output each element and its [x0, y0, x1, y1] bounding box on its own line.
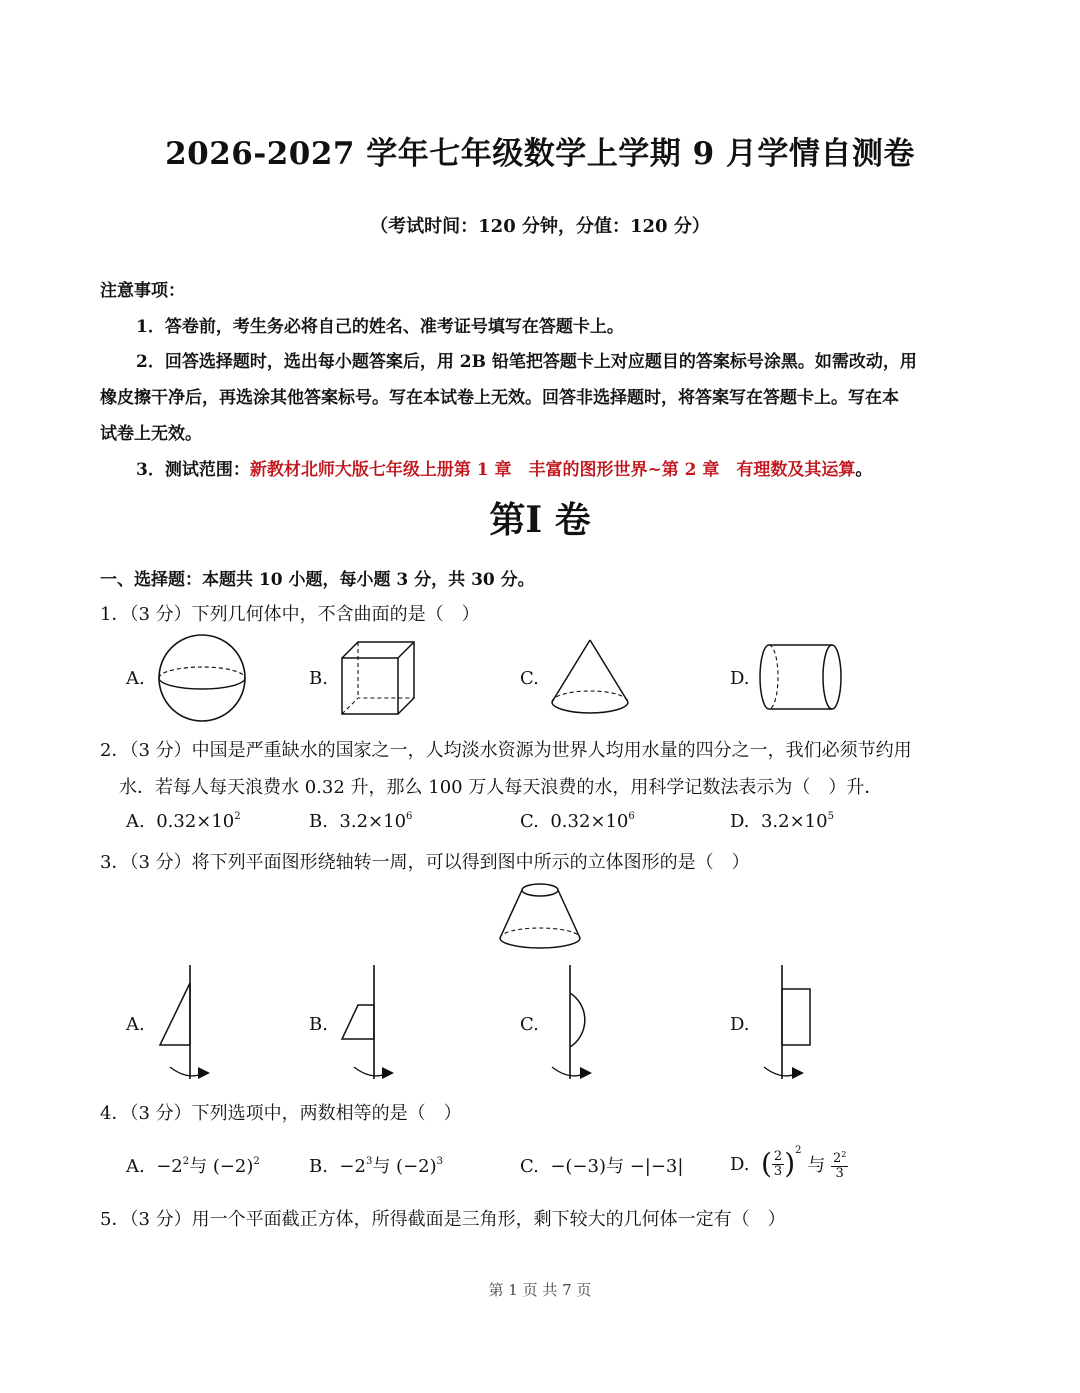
- volume-title: 第Ⅰ 卷: [489, 499, 591, 541]
- q4-option-a: [126, 1152, 260, 1178]
- question-3-stem: 3．（3 分）将下列平面图形绕轴转一周，可以得到图中所示的立体图形的是（ ）: [100, 852, 750, 873]
- question-5-stem: 5．（3 分）用一个平面截正方体，所得截面是三角形，剩下较大的几何体一定有（ ）: [100, 1209, 786, 1230]
- q4-option-c: [520, 1152, 683, 1178]
- q4-option-d-exponent: 2: [795, 1145, 802, 1156]
- q4-option-d-numerator: 2: [773, 1148, 783, 1164]
- q4-option-d: [730, 1141, 848, 1187]
- q4-option-b-exponent-2: 3: [436, 1156, 444, 1167]
- page-footer: 第 1 页 共 7 页: [488, 1281, 592, 1299]
- q2-option-a-base: 0.32×10: [156, 811, 235, 832]
- section-heading: 一、选择题：本题共 10 小题，每小题 3 分，共 30 分。: [100, 570, 535, 590]
- q2-option-d: [730, 811, 834, 832]
- q4-option-d-paren-close: ): [784, 1147, 796, 1180]
- q4-option-a-exponent-2: 2: [253, 1156, 260, 1167]
- q4-option-b: [309, 1152, 443, 1178]
- q4-option-c-label: C.: [520, 1156, 539, 1177]
- q2-option-b-exponent: 6: [406, 811, 413, 822]
- cone-icon: [550, 638, 630, 716]
- q2-option-c: [520, 811, 635, 832]
- q1-option-c-label: C.: [520, 668, 539, 689]
- question-4-stem: 4．（3 分）下列选项中，两数相等的是（ ）: [100, 1103, 462, 1124]
- page-title: 2026-2027 学年七年级数学上学期 9 月学情自测卷: [165, 136, 915, 172]
- q4-option-c-text: −(−3)与 −|−3|: [550, 1156, 684, 1177]
- test-scope: 新教材北师大版七年级上册第 1 章 丰富的图形世界~第 2 章 有理数及其运算: [249, 460, 856, 480]
- notice-item-3-prefix: 3．测试范围：: [136, 460, 250, 480]
- q4-option-d-fraction-1: [772, 1150, 784, 1179]
- cylinder-icon: [760, 643, 844, 713]
- q4-option-d-denominator-2: 3: [835, 1165, 844, 1181]
- q4-option-d-numerator-2: 2: [832, 1150, 842, 1166]
- q1-option-a-label: A.: [126, 668, 145, 689]
- q3-option-d-label: D.: [730, 1014, 750, 1035]
- notice-item-3-end: 。: [855, 460, 873, 480]
- q4-option-d-denominator: 3: [773, 1163, 783, 1179]
- q2-option-a-label: A.: [126, 811, 145, 832]
- question-1-stem: 1．（3 分）下列几何体中，不含曲面的是（ ）: [100, 604, 480, 625]
- notice-item-2-line-3: 试卷上无效。: [100, 424, 202, 444]
- frustum-icon: [498, 882, 582, 950]
- q2-option-b: [309, 811, 412, 832]
- question-2-stem-line-2: 水．若每人每天浪费水 0.32 升，那么 100 万人每天浪费的水，用科学记数法表示为（ ）升．: [119, 777, 883, 798]
- q2-option-b-label: B.: [309, 811, 328, 832]
- question-2-stem-line-1: 2．（3 分）中国是严重缺水的国家之一，人均淡水资源为世界人均用水量的四分之一，我们必须节约用: [100, 740, 912, 761]
- q4-option-d-middle: 与: [807, 1155, 826, 1176]
- notice-item-2-line-1: 2．回答选择题时，选出每小题答案后，用 2B 铅笔把答题卡上对应题目的答案标号涂黑。如需改动，用: [136, 352, 917, 372]
- q2-option-d-label: D.: [730, 811, 750, 832]
- exam-info: （考试时间：120 分钟，分值：120 分）: [370, 216, 710, 237]
- q2-option-c-base: 0.32×10: [550, 811, 629, 832]
- q4-option-b-label: B.: [309, 1156, 328, 1177]
- q4-option-a-middle: 与 (−2): [189, 1156, 254, 1177]
- triangle-axis-icon: [158, 963, 214, 1083]
- q3-option-a-label: A.: [126, 1014, 145, 1035]
- notice-item-2-line-2: 橡皮擦干净后，再选涂其他答案标号。写在本试卷上无效。回答非选择题时，将答案写在答题卡上。写在本: [100, 388, 899, 408]
- q4-option-b-exponent-1: 3: [365, 1156, 373, 1167]
- notice-item-3: [136, 455, 872, 480]
- q4-option-a-base: −2: [156, 1156, 183, 1177]
- q2-option-d-base: 3.2×10: [760, 811, 828, 832]
- semicircle-axis-icon: [548, 963, 610, 1083]
- q2-option-c-exponent: 6: [628, 811, 635, 822]
- q3-option-c-label: C.: [520, 1014, 539, 1035]
- rectangle-axis-icon: [762, 963, 818, 1083]
- q1-option-b-label: B.: [309, 668, 328, 689]
- q1-option-d-label: D.: [730, 668, 750, 689]
- q4-option-d-numerator-2-exponent: 2: [841, 1149, 847, 1159]
- cube-icon: [340, 640, 418, 718]
- q4-option-a-label: A.: [126, 1156, 145, 1177]
- q2-option-a: [126, 811, 241, 832]
- sphere-icon: [157, 633, 249, 723]
- q4-option-a-exponent-1: 2: [182, 1156, 190, 1167]
- q2-option-a-exponent: 2: [234, 811, 241, 822]
- q4-option-d-paren-open: (: [760, 1147, 772, 1180]
- q4-option-b-middle: 与 (−2): [372, 1156, 437, 1177]
- q4-option-b-base: −2: [339, 1156, 366, 1177]
- q4-option-d-label: D.: [730, 1153, 750, 1175]
- q2-option-c-label: C.: [520, 811, 539, 832]
- q2-option-b-base: 3.2×10: [339, 811, 407, 832]
- q3-option-b-label: B.: [309, 1014, 328, 1035]
- q2-option-d-exponent: 5: [827, 811, 834, 822]
- notice-item-1: 1．答卷前，考生务必将自己的姓名、准考证号填写在答题卡上。: [136, 317, 624, 337]
- notice-heading: 注意事项：: [100, 281, 185, 301]
- trapezoid-axis-icon: [340, 963, 396, 1083]
- q4-option-d-fraction-2: [831, 1148, 848, 1181]
